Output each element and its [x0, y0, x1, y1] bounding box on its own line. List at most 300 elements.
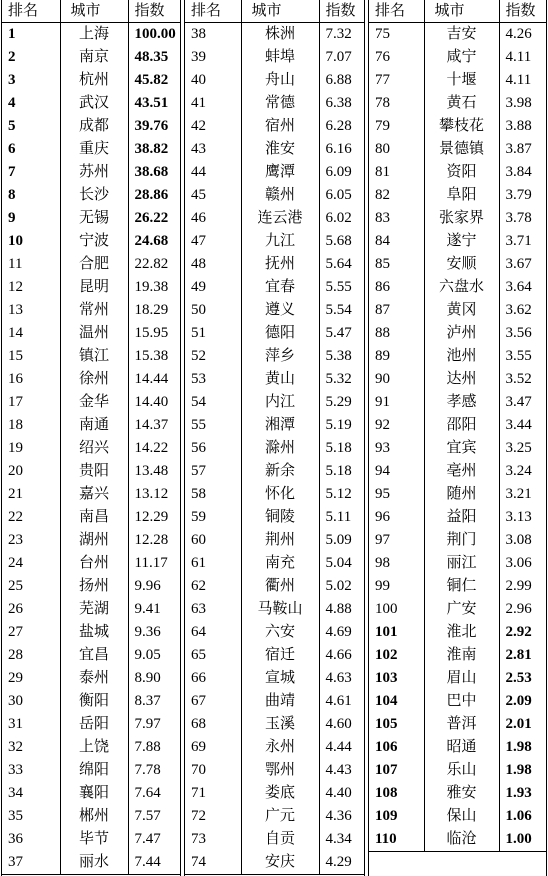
index-cell: 6.28 — [325, 118, 352, 134]
table-row — [2, 437, 180, 460]
table-row — [185, 598, 364, 621]
rank-cell: 57 — [185, 460, 241, 483]
city-cell: 杭州 — [60, 69, 128, 92]
rank-cell: 11 — [2, 253, 60, 276]
index-cell: 4.36 — [325, 808, 352, 824]
rank-cell: 41 — [185, 92, 241, 115]
table-row — [369, 460, 546, 483]
rank-cell: 104 — [369, 690, 424, 713]
city-cell: 宜宾 — [424, 437, 499, 460]
rank-cell: 85 — [369, 253, 424, 276]
index-cell: 3.87 — [505, 141, 532, 157]
table-row — [369, 345, 546, 368]
rank-cell: 47 — [185, 230, 241, 253]
table-row — [185, 828, 364, 851]
table-row — [2, 46, 180, 69]
rank-cell: 60 — [185, 529, 241, 552]
table-row — [369, 414, 546, 437]
rank-cell: 3 — [2, 69, 60, 92]
table-row — [2, 644, 180, 667]
index-cell: 5.12 — [325, 486, 352, 502]
index-cell: 12.28 — [134, 532, 169, 548]
table-row — [369, 575, 546, 598]
rank-cell: 2 — [2, 46, 60, 69]
city-cell: 黄山 — [241, 368, 319, 391]
rank-cell: 66 — [185, 667, 241, 690]
table-row — [2, 230, 180, 253]
table-header-row — [185, 0, 364, 23]
index-cell: 48.35 — [134, 49, 169, 65]
index-cell: 100.00 — [134, 26, 176, 42]
rank-cell: 58 — [185, 483, 241, 506]
city-cell: 吉安 — [424, 23, 499, 47]
city-cell: 株洲 — [241, 23, 319, 47]
rank-cell: 94 — [369, 460, 424, 483]
table-row — [2, 69, 180, 92]
rank-cell: 49 — [185, 276, 241, 299]
rank-cell: 76 — [369, 46, 424, 69]
rank-cell: 69 — [185, 736, 241, 759]
city-cell: 黄冈 — [424, 299, 499, 322]
table-row — [369, 828, 546, 852]
city-cell: 徐州 — [60, 368, 128, 391]
rank-cell: 97 — [369, 529, 424, 552]
index-cell: 13.48 — [134, 463, 169, 479]
rank-cell: 78 — [369, 92, 424, 115]
table-row — [185, 322, 364, 345]
header-city: 城市 — [241, 0, 319, 23]
table-row — [185, 253, 364, 276]
city-cell: 九江 — [241, 230, 319, 253]
index-cell: 2.01 — [505, 716, 532, 732]
index-cell: 3.78 — [505, 210, 532, 226]
index-cell: 4.60 — [325, 716, 352, 732]
city-cell: 雅安 — [424, 782, 499, 805]
rank-cell: 109 — [369, 805, 424, 828]
index-cell: 5.29 — [325, 394, 352, 410]
table-row — [185, 276, 364, 299]
rank-cell: 75 — [369, 23, 424, 47]
rank-cell: 19 — [2, 437, 60, 460]
city-cell: 毕节 — [60, 828, 128, 851]
rank-cell: 16 — [2, 368, 60, 391]
table-row — [369, 667, 546, 690]
table-row — [2, 23, 180, 47]
index-cell: 14.22 — [134, 440, 169, 456]
header-city: 城市 — [424, 0, 499, 23]
rank-cell: 70 — [185, 759, 241, 782]
table-row — [369, 736, 546, 759]
rank-cell: 105 — [369, 713, 424, 736]
index-cell: 4.44 — [325, 739, 352, 755]
city-cell: 嘉兴 — [60, 483, 128, 506]
city-cell: 上海 — [60, 23, 128, 47]
city-cell: 广安 — [424, 598, 499, 621]
city-cell: 荆州 — [241, 529, 319, 552]
index-cell: 7.97 — [134, 716, 161, 732]
rank-cell: 28 — [2, 644, 60, 667]
table-row — [185, 575, 364, 598]
rank-cell: 52 — [185, 345, 241, 368]
city-cell: 达州 — [424, 368, 499, 391]
table-row — [185, 69, 364, 92]
city-cell: 自贡 — [241, 828, 319, 851]
index-cell: 9.96 — [134, 578, 161, 594]
city-cell: 南通 — [60, 414, 128, 437]
index-cell: 28.86 — [134, 187, 169, 203]
index-cell: 3.71 — [505, 233, 532, 249]
rank-cell: 53 — [185, 368, 241, 391]
table-row — [369, 299, 546, 322]
rank-cell: 100 — [369, 598, 424, 621]
city-cell: 昆明 — [60, 276, 128, 299]
rank-cell: 37 — [2, 851, 60, 875]
rank-cell: 99 — [369, 575, 424, 598]
table-row — [369, 322, 546, 345]
table-row — [2, 736, 180, 759]
index-cell: 9.41 — [134, 601, 161, 617]
rank-cell: 9 — [2, 207, 60, 230]
index-cell: 14.37 — [134, 417, 169, 433]
city-cell: 南京 — [60, 46, 128, 69]
index-cell: 43.51 — [134, 95, 169, 111]
rank-cell: 59 — [185, 506, 241, 529]
index-cell: 5.32 — [325, 371, 352, 387]
table-row — [369, 782, 546, 805]
city-cell: 长沙 — [60, 184, 128, 207]
table-row — [185, 368, 364, 391]
rank-cell: 43 — [185, 138, 241, 161]
table-row — [2, 368, 180, 391]
table-header-row — [2, 0, 180, 23]
rank-cell: 80 — [369, 138, 424, 161]
table-row — [2, 575, 180, 598]
table-row — [2, 115, 180, 138]
ranking-table-3 — [369, 0, 546, 852]
rank-cell: 81 — [369, 161, 424, 184]
table-row — [185, 161, 364, 184]
city-cell: 宿州 — [241, 115, 319, 138]
index-cell: 6.02 — [325, 210, 352, 226]
city-cell: 丽水 — [60, 851, 128, 875]
index-cell: 4.40 — [325, 785, 352, 801]
rank-cell: 32 — [2, 736, 60, 759]
index-cell: 3.62 — [505, 302, 532, 318]
index-cell: 7.64 — [134, 785, 161, 801]
city-cell: 新余 — [241, 460, 319, 483]
table-row — [185, 391, 364, 414]
city-cell: 赣州 — [241, 184, 319, 207]
table-row — [2, 483, 180, 506]
city-cell: 扬州 — [60, 575, 128, 598]
index-cell: 3.55 — [505, 348, 532, 364]
city-cell: 南昌 — [60, 506, 128, 529]
rank-cell: 27 — [2, 621, 60, 644]
index-cell: 4.61 — [325, 693, 352, 709]
city-cell: 蚌埠 — [241, 46, 319, 69]
rank-cell: 29 — [2, 667, 60, 690]
rank-cell: 96 — [369, 506, 424, 529]
rank-cell: 6 — [2, 138, 60, 161]
index-cell: 38.82 — [134, 141, 169, 157]
index-cell: 8.90 — [134, 670, 161, 686]
table-row — [2, 414, 180, 437]
city-cell: 武汉 — [60, 92, 128, 115]
table-row — [185, 713, 364, 736]
index-cell: 6.38 — [325, 95, 352, 111]
rank-cell: 8 — [2, 184, 60, 207]
table-row — [2, 161, 180, 184]
rank-cell: 31 — [2, 713, 60, 736]
index-cell: 5.54 — [325, 302, 352, 318]
rank-cell: 48 — [185, 253, 241, 276]
table-row — [369, 598, 546, 621]
rank-cell: 101 — [369, 621, 424, 644]
city-cell: 常德 — [241, 92, 319, 115]
city-cell: 淮安 — [241, 138, 319, 161]
index-cell: 4.11 — [505, 49, 532, 65]
city-cell: 昭通 — [424, 736, 499, 759]
city-cell: 铜仁 — [424, 575, 499, 598]
city-cell: 南充 — [241, 552, 319, 575]
city-cell: 襄阳 — [60, 782, 128, 805]
table-row — [2, 276, 180, 299]
table-row — [2, 207, 180, 230]
table-row — [185, 552, 364, 575]
city-cell: 淮北 — [424, 621, 499, 644]
city-cell: 岳阳 — [60, 713, 128, 736]
city-cell: 临沧 — [424, 828, 499, 852]
rank-cell: 46 — [185, 207, 241, 230]
rank-cell: 89 — [369, 345, 424, 368]
city-cell: 丽江 — [424, 552, 499, 575]
city-cell: 亳州 — [424, 460, 499, 483]
rank-cell: 14 — [2, 322, 60, 345]
index-cell: 5.02 — [325, 578, 352, 594]
city-cell: 宣城 — [241, 667, 319, 690]
index-cell: 12.29 — [134, 509, 169, 525]
table-row — [185, 46, 364, 69]
rank-cell: 24 — [2, 552, 60, 575]
index-cell: 18.29 — [134, 302, 169, 318]
index-cell: 14.40 — [134, 394, 169, 410]
table-row — [185, 414, 364, 437]
table-row — [185, 805, 364, 828]
index-cell: 24.68 — [134, 233, 169, 249]
city-cell: 攀枝花 — [424, 115, 499, 138]
rank-cell: 38 — [185, 23, 241, 47]
table-row — [185, 299, 364, 322]
city-cell: 邵阳 — [424, 414, 499, 437]
index-cell: 11.17 — [134, 555, 168, 571]
rank-cell: 7 — [2, 161, 60, 184]
index-cell: 4.69 — [325, 624, 352, 640]
index-cell: 7.44 — [128, 851, 180, 875]
rank-cell: 86 — [369, 276, 424, 299]
rank-cell: 63 — [185, 598, 241, 621]
city-cell: 安庆 — [241, 851, 319, 875]
index-cell: 15.38 — [134, 348, 169, 364]
index-cell: 5.38 — [325, 348, 352, 364]
city-cell: 无锡 — [60, 207, 128, 230]
header-rank: 排名 — [185, 0, 241, 23]
index-cell: 3.67 — [505, 256, 532, 272]
index-cell: 5.18 — [325, 463, 352, 479]
rank-cell: 90 — [369, 368, 424, 391]
index-cell: 4.26 — [505, 26, 532, 42]
index-cell: 38.68 — [134, 164, 169, 180]
ranking-column-1 — [1, 0, 181, 876]
rank-cell: 12 — [2, 276, 60, 299]
table-row — [185, 483, 364, 506]
header-rank: 排名 — [2, 0, 60, 23]
city-cell: 淮南 — [424, 644, 499, 667]
table-row — [2, 782, 180, 805]
table-row — [185, 230, 364, 253]
index-cell: 13.12 — [134, 486, 169, 502]
rank-cell: 10 — [2, 230, 60, 253]
table-row — [2, 759, 180, 782]
index-cell: 4.29 — [319, 851, 364, 875]
rank-cell: 98 — [369, 552, 424, 575]
city-cell: 宿迁 — [241, 644, 319, 667]
table-row — [185, 529, 364, 552]
index-cell: 7.57 — [134, 808, 161, 824]
rank-cell: 34 — [2, 782, 60, 805]
city-cell: 郴州 — [60, 805, 128, 828]
index-cell: 2.99 — [505, 578, 532, 594]
rank-cell: 54 — [185, 391, 241, 414]
city-cell: 温州 — [60, 322, 128, 345]
table-row — [2, 460, 180, 483]
index-cell: 5.09 — [325, 532, 352, 548]
rank-cell: 13 — [2, 299, 60, 322]
city-cell: 六盘水 — [424, 276, 499, 299]
rank-cell: 25 — [2, 575, 60, 598]
table-row — [369, 506, 546, 529]
rank-cell: 44 — [185, 161, 241, 184]
rank-cell: 87 — [369, 299, 424, 322]
table-row — [2, 529, 180, 552]
index-cell: 5.19 — [325, 417, 352, 433]
table-row — [2, 598, 180, 621]
index-cell: 5.64 — [325, 256, 352, 272]
table-row — [185, 506, 364, 529]
index-cell: 3.56 — [505, 325, 532, 341]
index-cell: 3.25 — [505, 440, 532, 456]
table-row — [2, 92, 180, 115]
rank-cell: 88 — [369, 322, 424, 345]
table-row — [185, 690, 364, 713]
table-row — [369, 713, 546, 736]
index-cell: 9.05 — [134, 647, 161, 663]
rank-cell: 67 — [185, 690, 241, 713]
ranking-column-3 — [368, 0, 547, 876]
index-cell: 3.47 — [505, 394, 532, 410]
index-cell: 3.79 — [505, 187, 532, 203]
table-row — [185, 759, 364, 782]
city-cell: 宁波 — [60, 230, 128, 253]
rank-cell: 22 — [2, 506, 60, 529]
table-row — [369, 230, 546, 253]
city-cell: 泰州 — [60, 667, 128, 690]
index-cell: 7.47 — [134, 831, 161, 847]
rank-cell: 107 — [369, 759, 424, 782]
rank-cell: 102 — [369, 644, 424, 667]
city-cell: 宜春 — [241, 276, 319, 299]
index-cell: 3.84 — [505, 164, 532, 180]
index-cell: 3.98 — [505, 95, 532, 111]
rank-cell: 77 — [369, 69, 424, 92]
index-cell: 3.08 — [505, 532, 532, 548]
city-cell: 乐山 — [424, 759, 499, 782]
table-row — [185, 644, 364, 667]
city-cell: 眉山 — [424, 667, 499, 690]
table-row — [185, 437, 364, 460]
city-cell: 遂宁 — [424, 230, 499, 253]
city-cell: 抚州 — [241, 253, 319, 276]
index-cell: 5.04 — [325, 555, 352, 571]
rank-cell: 103 — [369, 667, 424, 690]
table-row — [369, 138, 546, 161]
table-row — [369, 805, 546, 828]
city-cell: 普洱 — [424, 713, 499, 736]
table-row — [2, 552, 180, 575]
table-row — [2, 345, 180, 368]
rank-cell: 45 — [185, 184, 241, 207]
city-cell: 萍乡 — [241, 345, 319, 368]
table-row — [185, 207, 364, 230]
city-cell: 安顺 — [424, 253, 499, 276]
index-cell: 1.00 — [499, 828, 546, 852]
city-cell: 资阳 — [424, 161, 499, 184]
index-cell: 2.96 — [505, 601, 532, 617]
index-cell: 45.82 — [134, 72, 169, 88]
rank-cell: 95 — [369, 483, 424, 506]
table-row — [369, 552, 546, 575]
index-cell: 1.98 — [505, 762, 532, 778]
rank-cell: 40 — [185, 69, 241, 92]
table-row — [2, 851, 180, 875]
index-cell: 8.37 — [134, 693, 161, 709]
city-cell: 常州 — [60, 299, 128, 322]
rank-cell: 106 — [369, 736, 424, 759]
index-cell: 1.93 — [505, 785, 532, 801]
rank-cell: 82 — [369, 184, 424, 207]
table-row — [369, 690, 546, 713]
rank-cell: 20 — [2, 460, 60, 483]
city-cell: 曲靖 — [241, 690, 319, 713]
city-cell: 芜湖 — [60, 598, 128, 621]
rank-cell: 83 — [369, 207, 424, 230]
rank-cell: 108 — [369, 782, 424, 805]
index-cell: 3.13 — [505, 509, 532, 525]
table-row — [369, 253, 546, 276]
index-cell: 7.32 — [325, 26, 352, 42]
index-cell: 4.43 — [325, 762, 352, 778]
city-cell: 黄石 — [424, 92, 499, 115]
index-cell: 22.82 — [134, 256, 169, 272]
table-row — [369, 437, 546, 460]
table-header-row — [369, 0, 546, 23]
table-row — [185, 667, 364, 690]
index-cell: 4.63 — [325, 670, 352, 686]
header-rank: 排名 — [369, 0, 424, 23]
rank-cell: 55 — [185, 414, 241, 437]
table-row — [2, 506, 180, 529]
city-cell: 益阳 — [424, 506, 499, 529]
city-cell: 阜阳 — [424, 184, 499, 207]
